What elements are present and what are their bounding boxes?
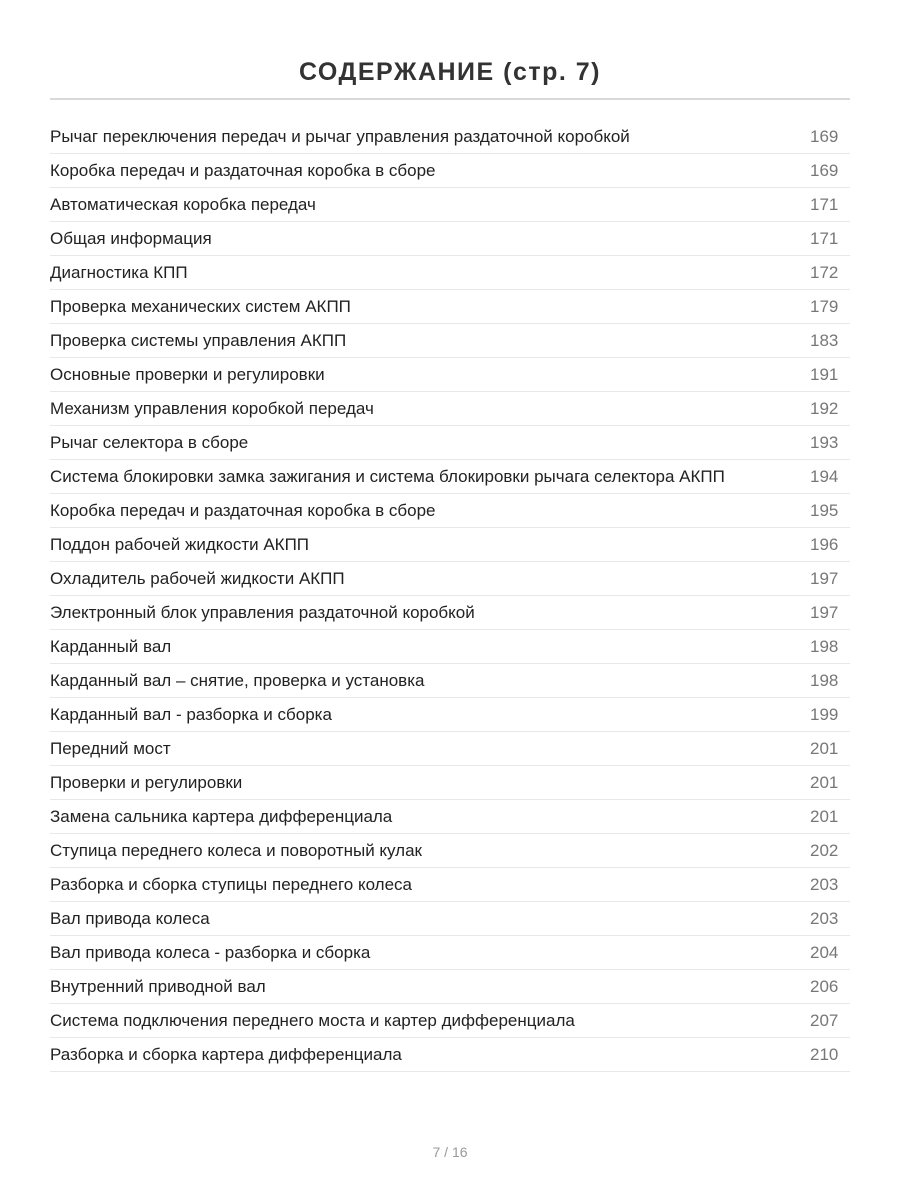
table-of-contents	[50, 120, 850, 1072]
toc-entry[interactable]	[50, 290, 850, 324]
toc-entry-title: Вал привода колеса - разборка и сборка	[50, 943, 371, 962]
toc-entry-title: Система подключения переднего моста и картер дифференциала	[50, 1011, 575, 1030]
toc-entry-title: Карданный вал - разборка и сборка	[50, 705, 332, 724]
toc-entry[interactable]	[50, 596, 850, 630]
toc-entry-page: 202	[810, 841, 839, 860]
toc-entry-title: Вал привода колеса	[50, 909, 210, 928]
toc-entry-title: Охладитель рабочей жидкости АКПП	[50, 569, 345, 588]
toc-entry-title: Разборка и сборка картера дифференциала	[50, 1045, 402, 1064]
toc-entry-page: 201	[810, 807, 839, 826]
toc-entry[interactable]	[50, 664, 850, 698]
toc-entry-title: Общая информация	[50, 229, 212, 248]
toc-entry-title: Автоматическая коробка передач	[50, 195, 316, 214]
toc-entry-page: 183	[810, 331, 839, 350]
toc-entry-title: Проверка механических систем АКПП	[50, 297, 351, 316]
toc-entry-page: 207	[810, 1011, 839, 1030]
toc-entry[interactable]	[50, 970, 850, 1004]
toc-entry[interactable]	[50, 766, 850, 800]
toc-entry[interactable]	[50, 868, 850, 902]
toc-entry-title: Проверки и регулировки	[50, 773, 243, 792]
toc-entry-title: Разборка и сборка ступицы переднего колеса	[50, 875, 412, 894]
toc-entry-title: Поддон рабочей жидкости АКПП	[50, 535, 310, 554]
toc-entry[interactable]	[50, 358, 850, 392]
title-divider	[50, 98, 850, 100]
toc-entry-page: 193	[810, 433, 839, 452]
page-indicator: 7 / 16	[432, 1144, 468, 1160]
toc-entry-title: Рычаг переключения передач и рычаг управления раздаточной коробкой	[50, 127, 630, 146]
toc-entry-page: 210	[810, 1045, 839, 1064]
toc-entry-title: Карданный вал	[50, 637, 172, 656]
toc-entry[interactable]	[50, 460, 850, 494]
toc-entry[interactable]	[50, 324, 850, 358]
toc-entry-title: Передний мост	[50, 739, 171, 758]
toc-entry-title: Ступица переднего колеса и поворотный кулак	[50, 841, 422, 860]
toc-entry-title: Проверка системы управления АКПП	[50, 331, 347, 350]
toc-entry-page: 169	[810, 161, 839, 180]
toc-entry-page: 179	[810, 297, 839, 316]
toc-entry-page: 195	[810, 501, 839, 520]
toc-entry-page: 171	[810, 195, 839, 214]
toc-entry-page: 169	[810, 127, 839, 146]
toc-entry-page: 194	[810, 467, 839, 486]
toc-entry[interactable]	[50, 902, 850, 936]
toc-entry[interactable]	[50, 698, 850, 732]
toc-entry[interactable]	[50, 392, 850, 426]
toc-entry[interactable]	[50, 222, 850, 256]
toc-entry-page: 201	[810, 739, 839, 758]
toc-entry-page: 192	[810, 399, 839, 418]
toc-entry[interactable]	[50, 188, 850, 222]
toc-entry[interactable]	[50, 426, 850, 460]
toc-entry-page: 204	[810, 943, 839, 962]
toc-entry-title: Основные проверки и регулировки	[50, 365, 325, 384]
toc-entry[interactable]	[50, 630, 850, 664]
toc-entry-page: 203	[810, 875, 839, 894]
toc-entry-page: 199	[810, 705, 839, 724]
toc-entry-title: Электронный блок управления раздаточной коробкой	[50, 603, 475, 622]
toc-entry-page: 201	[810, 773, 839, 792]
toc-entry-title: Замена сальника картера дифференциала	[50, 807, 393, 826]
toc-entry-page: 198	[810, 671, 839, 690]
toc-entry[interactable]	[50, 834, 850, 868]
toc-entry-page: 197	[810, 569, 839, 588]
toc-entry-title: Внутренний приводной вал	[50, 977, 266, 996]
toc-entry-title: Механизм управления коробкой передач	[50, 399, 374, 418]
toc-entry-title: Коробка передач и раздаточная коробка в сборе	[50, 501, 436, 520]
toc-entry[interactable]	[50, 528, 850, 562]
toc-entry-page: 203	[810, 909, 839, 928]
toc-entry[interactable]	[50, 154, 850, 188]
page-title: СОДЕРЖАНИЕ (стр. 7)	[298, 57, 602, 86]
toc-entry-title: Диагностика КПП	[50, 263, 188, 282]
toc-entry-page: 206	[810, 977, 839, 996]
toc-entry[interactable]	[50, 562, 850, 596]
toc-entry-title: Карданный вал – снятие, проверка и установка	[50, 671, 425, 690]
toc-entry-title: Рычаг селектора в сборе	[50, 433, 249, 452]
toc-entry-page: 198	[810, 637, 839, 656]
toc-entry-page: 172	[810, 263, 839, 282]
toc-entry[interactable]	[50, 1038, 850, 1072]
toc-entry-page: 196	[810, 535, 839, 554]
toc-entry[interactable]	[50, 800, 850, 834]
toc-entry[interactable]	[50, 732, 850, 766]
toc-entry[interactable]	[50, 120, 850, 154]
toc-entry[interactable]	[50, 494, 850, 528]
toc-entry-title: Система блокировки замка зажигания и система блокировки рычага селектора АКПП	[50, 467, 725, 486]
toc-entry[interactable]	[50, 256, 850, 290]
toc-entry[interactable]	[50, 936, 850, 970]
toc-entry[interactable]	[50, 1004, 850, 1038]
toc-entry-page: 197	[810, 603, 839, 622]
toc-entry-page: 171	[810, 229, 839, 248]
toc-entry-title: Коробка передач и раздаточная коробка в сборе	[50, 161, 436, 180]
toc-entry-page: 191	[810, 365, 839, 384]
